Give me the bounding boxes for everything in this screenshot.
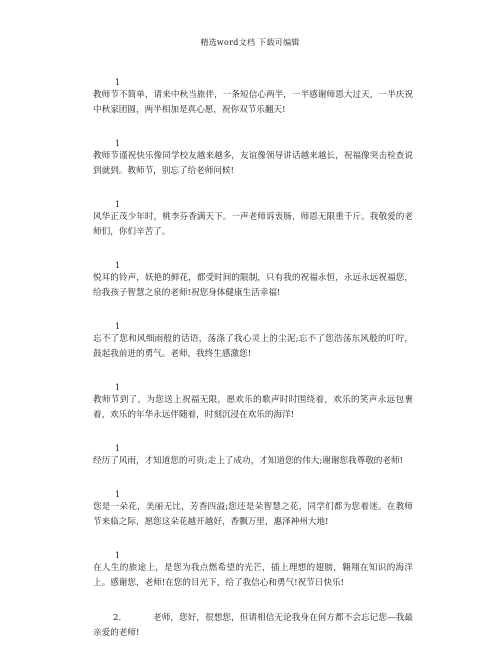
- entry-text: 经历了风雨，才知道您的可贵;走上了成功，才知道您的伟大;谢谢您我尊敬的老师!: [93, 456, 404, 466]
- list-item: [93, 260, 413, 301]
- entry-text: 在人生的旅途上，是您为我点燃希望的光芒，插上理想的翅膀，翱翔在知识的海洋上。感谢您，老师!在您的目光下，给了我信心和勇气!祝节日快乐!: [93, 563, 413, 588]
- entry-number: 1: [115, 444, 121, 453]
- document-header: 精选word文档 下载可编辑: [200, 38, 300, 47]
- entry-text: 您是一朵花，美丽无比，芳香四溢;您还是朵智慧之花，同学们都为您着迷。在教师节来临之际，愿您这朵花越开越好，香飘万里，惠泽神州大地!: [93, 502, 413, 527]
- entry-number: 1: [115, 490, 121, 499]
- list-item: [93, 443, 413, 469]
- list-item: [93, 138, 413, 179]
- entry-text-wrap: [93, 611, 413, 641]
- greetings-list: [93, 77, 413, 661]
- entry-number: 1: [115, 139, 121, 148]
- list-item: [93, 77, 413, 118]
- list-item: [93, 199, 413, 240]
- entry-number: 1: [115, 200, 121, 209]
- list-item: [93, 550, 413, 591]
- list-item: [93, 382, 413, 423]
- entry-text: 教师节不简单，请来中秋当旅伴，一条短信心两半，一半感谢师恩大过天，一半庆祝中秋家团圆，两半相加是真心愿，祝你双节乐翻天!: [93, 90, 413, 115]
- entry-text: 悦耳的铃声，妖艳的鲜花，都受时间的限制，只有我的祝福永恒，永远永远祝福您，给我孩子智慧之泉的老师!祝您身体健康生活幸福!: [93, 273, 413, 298]
- entry-number: 1: [115, 261, 121, 270]
- entry-text: 忘不了您和风细雨般的话语，荡涤了我心灵上的尘泥;忘不了您浩荡东风般的叮咛，鼓起我前进的勇气。老师，我终生感激您!: [93, 334, 413, 359]
- list-item: [93, 489, 413, 530]
- entry-text: 风华正茂少年时，桃李芬香满天下。一声老师诉衷肠，师恩无限重千斤。我敬爱的老师们，你们辛苦了。: [93, 212, 413, 237]
- entry-number: 1: [115, 322, 121, 331]
- entry-number: 1: [115, 78, 121, 87]
- list-item: [93, 321, 413, 362]
- entry-text: 老师，您好，很想您，但请相信无论我身在何方都不会忘记您—我最亲爱的老师!: [93, 613, 413, 638]
- entry-number: 2.: [113, 613, 122, 623]
- entry-number: 1: [115, 383, 121, 392]
- list-item: [93, 611, 413, 641]
- entry-text: 教师节谨祝快乐像同学校友越来越多，友谊像领导讲话越来越长，祝福像突击检查说到就到。教师节，别忘了给老师问候!: [93, 151, 413, 176]
- entry-text: 教师节到了，为您送上祝福无限，愿欢乐的歌声时时围绕着，欢乐的笑声永远包裹着，欢乐的年华永远伴随着，时刻沉浸在欢乐的海洋!: [93, 395, 413, 420]
- entry-number: 1: [115, 551, 121, 560]
